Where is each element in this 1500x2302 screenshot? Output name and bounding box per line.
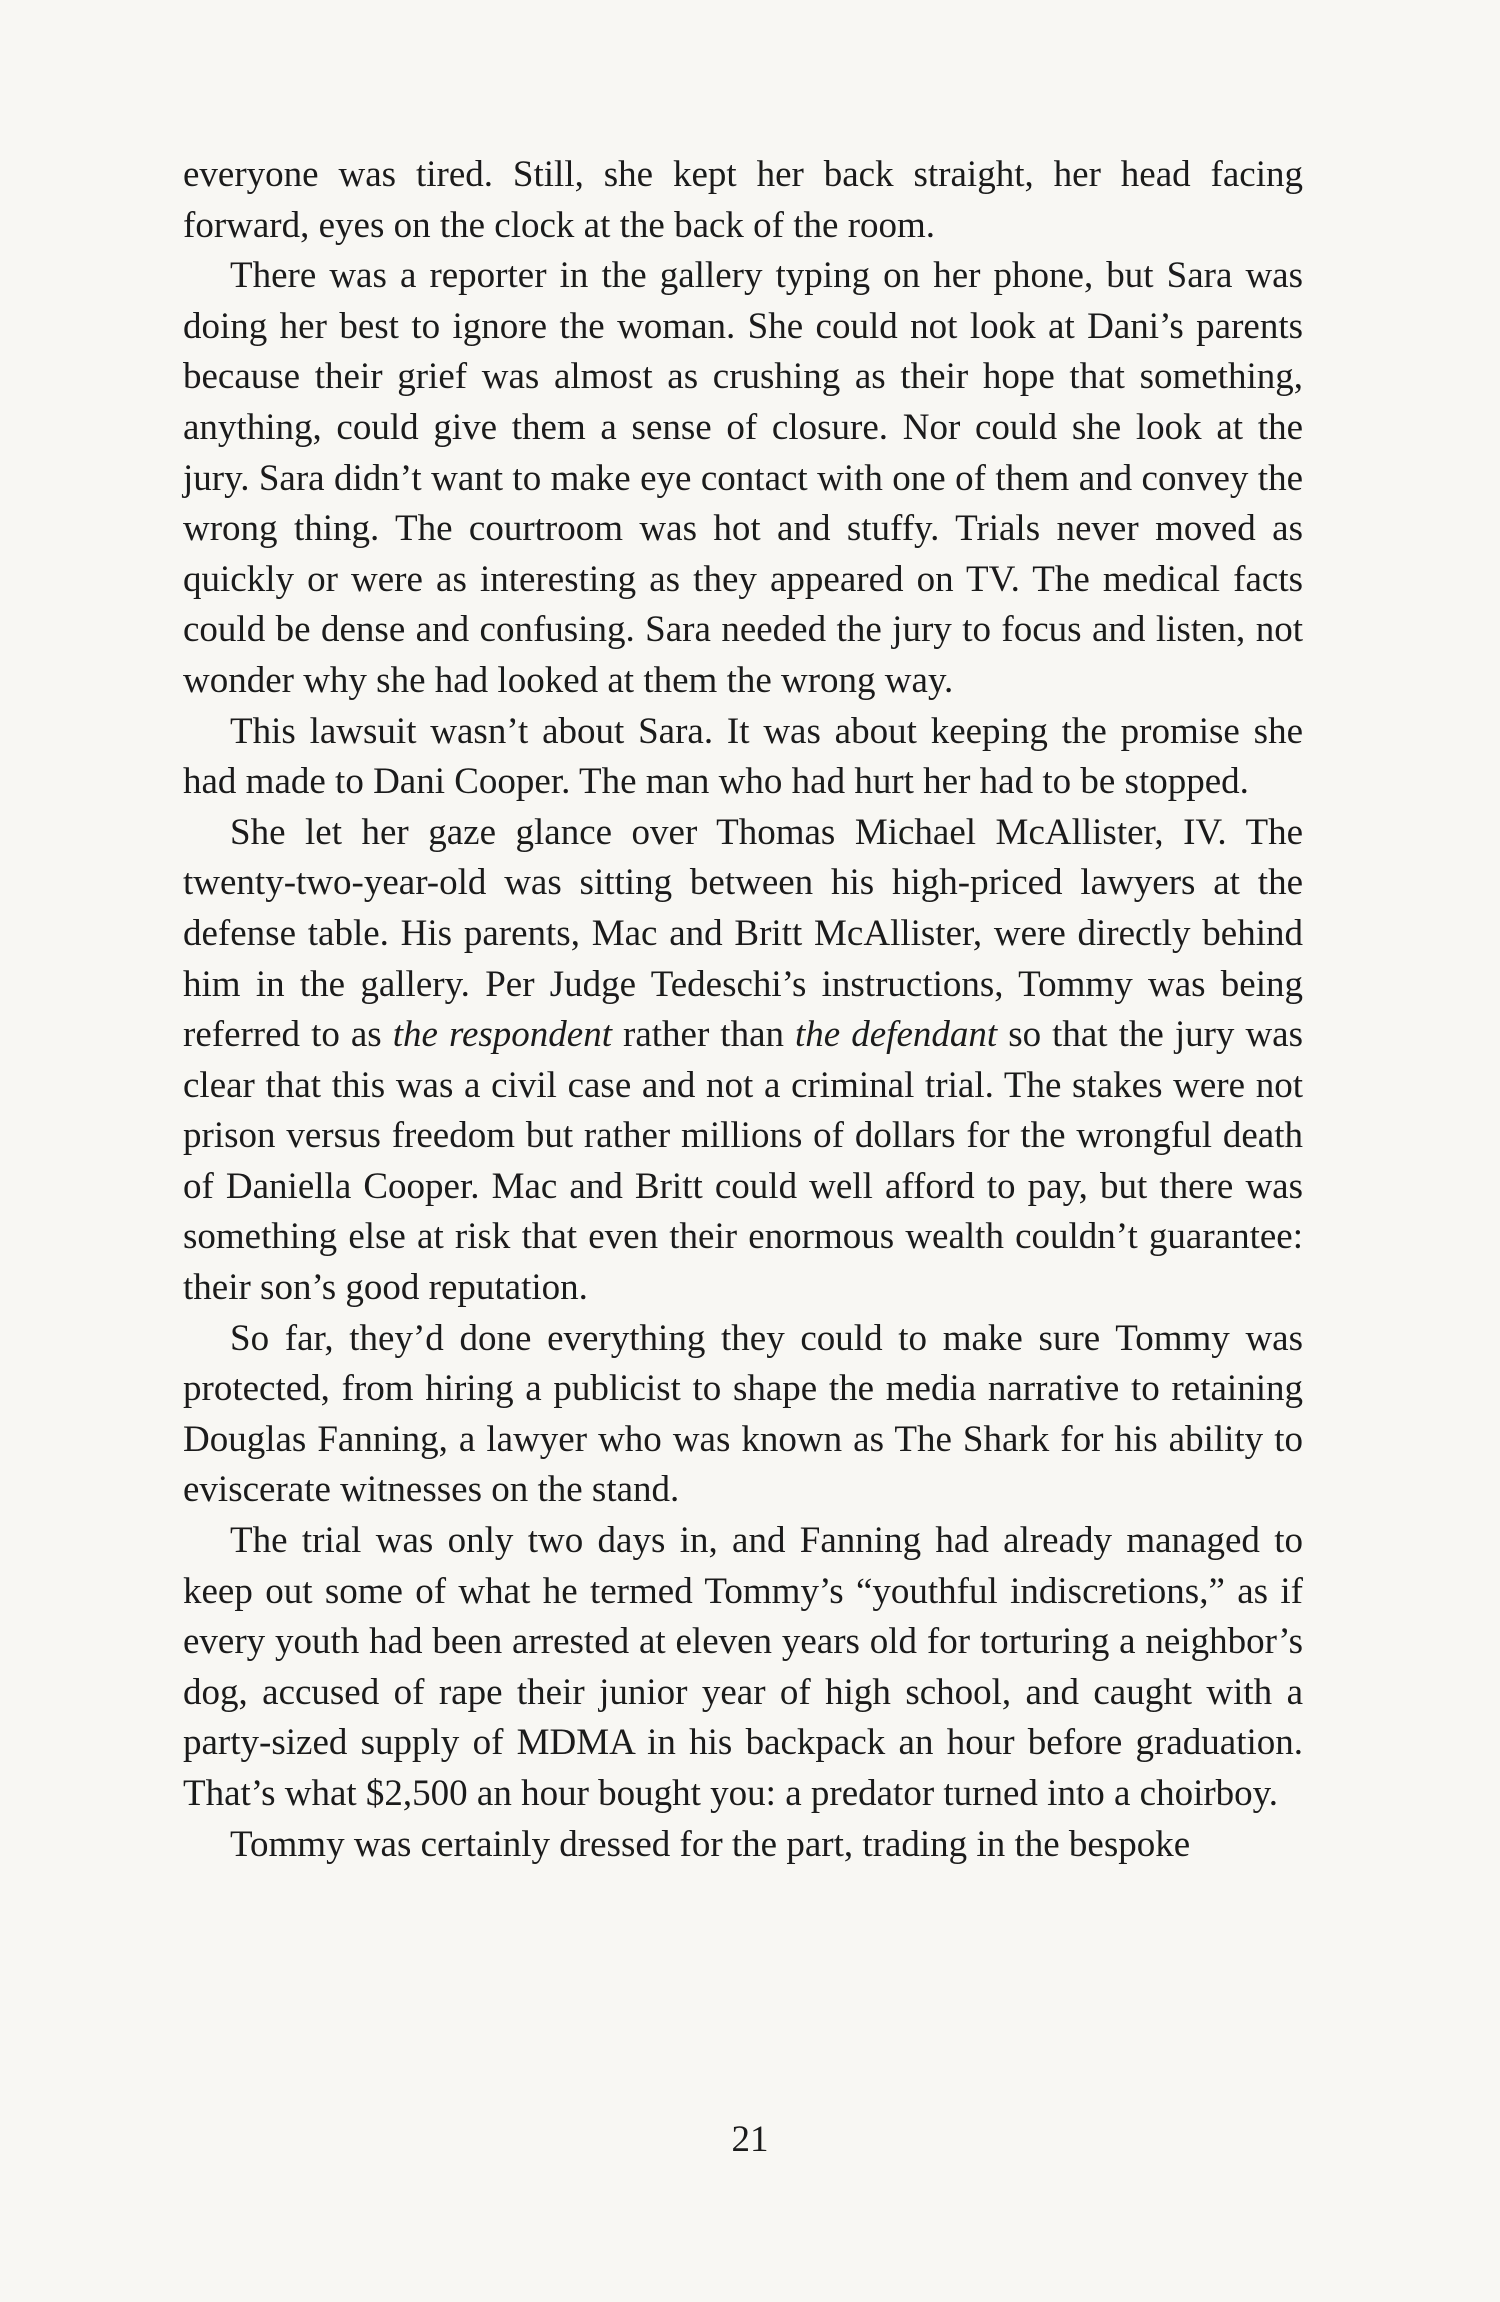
paragraph-5: [183, 1314, 1303, 1516]
paragraph-text: so that the jury was clear that this was a civil case and not a criminal trial. The stakes were not prison versus freedom but rather millions of dollars for the wrongful death of Daniella Cooper. Mac and Britt could well afford to pay, but there was something else at risk that even their enormous wealth couldn’t guarantee: their son’s good reputation.: [183, 1014, 1303, 1309]
paragraph-text: She let her gaze glance over Thomas Michael McAllister, IV. The twenty-two-year-old was sitting between his high-priced lawyers at the defense table. His parents, Mac and Britt McAllister, were directly behind him in the gallery. Per Judge Tedeschi’s instructions, Tommy was being referred to as: [183, 811, 1303, 1056]
paragraph-text: This lawsuit wasn’t about Sara. It was about keeping the promise she had made to Dani Cooper. The man who had hurt her had to be stopped.: [183, 710, 1303, 803]
page-number: 21: [731, 2119, 769, 2160]
italic-term-defendant: the defendant: [795, 1014, 998, 1056]
paragraph-text: Tommy was certainly dressed for the part, trading in the bespoke: [230, 1823, 1191, 1865]
paragraph-text: rather than: [612, 1014, 796, 1056]
paragraph-3: [183, 707, 1303, 808]
paragraph-2: [183, 251, 1303, 706]
paragraph-text: So far, they’d done everything they could to make sure Tommy was protected, from hiring a publicist to shape the media narrative to retaining Douglas Fanning, a lawyer who was known as The Shark for his ability to eviscerate witnesses on the stand.: [183, 1317, 1303, 1511]
paragraph-text: everyone was tired. Still, she kept her back straight, her head facing forward, eyes on the clock at the back of the room.: [183, 154, 1303, 246]
paragraph-1: [183, 150, 1303, 251]
paragraph-7: [183, 1820, 1303, 1871]
paragraph-text: There was a reporter in the gallery typing on her phone, but Sara was doing her best to ignore the woman. She could not look at Dani’s parents because their grief was almost as crushing as their hope that something, anything, could give them a sense of closure. Nor could she look at the jury. Sara didn’t want to make eye contact with one of them and convey the wrong thing. The courtroom was hot and stuffy. Trials never moved as quickly or were as interesting as they appeared on TV. The medical facts could be dense and confusing. Sara needed the jury to focus and listen, not wonder why she had looked at them the wrong way.: [183, 255, 1303, 701]
italic-term-respondent: the respondent: [392, 1014, 612, 1056]
paragraph-text: The trial was only two days in, and Fanning had already managed to keep out some of what he termed Tommy’s “youthful indiscretions,” as if every youth had been arrested at eleven years old for torturing a neighbor’s dog, accused of rape their junior year of high school, and caught with a party-sized supply of MDMA in his backpack an hour before graduation. That’s what $2,500 an hour bought you: a predator turned into a choirboy.: [183, 1520, 1303, 1814]
paragraph-6: [183, 1516, 1303, 1820]
paragraph-4: [183, 808, 1303, 1314]
body-text: [183, 150, 1303, 1870]
